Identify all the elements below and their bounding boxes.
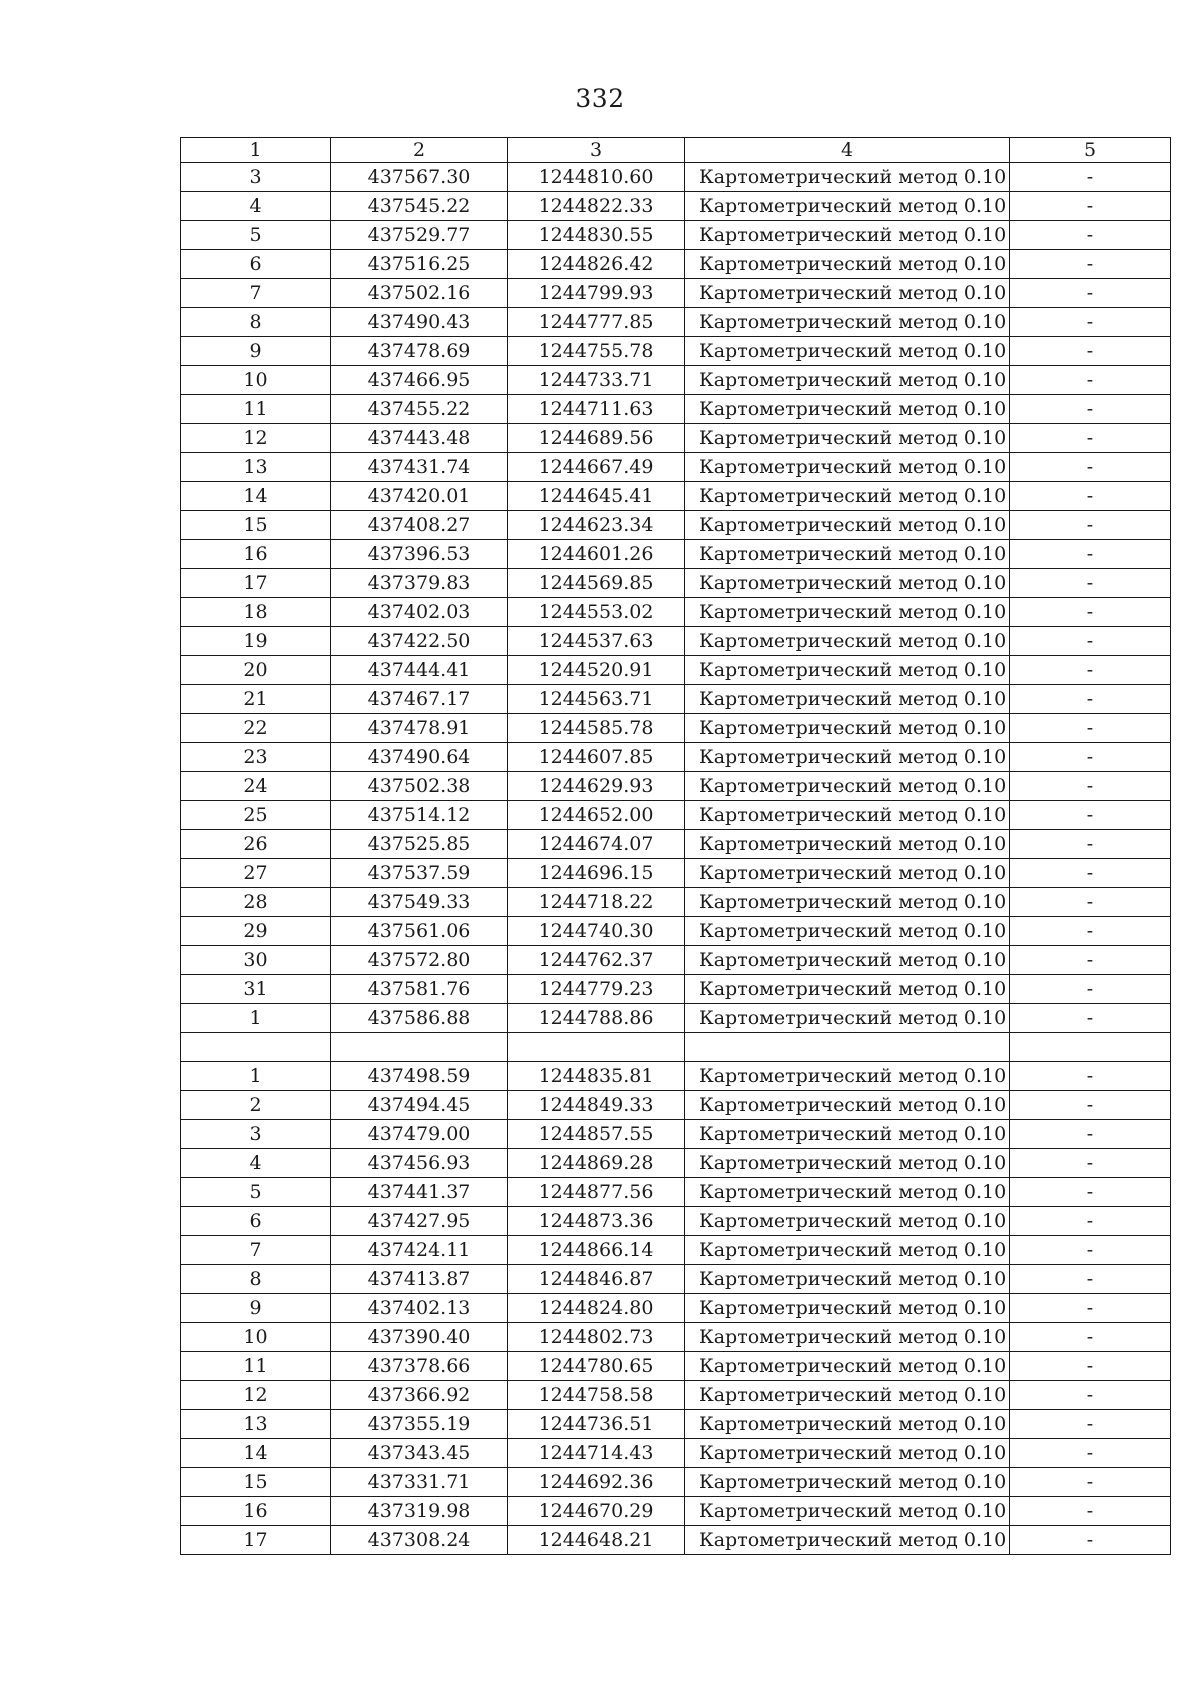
method-accuracy-cell: Картометрический метод 0.10 <box>685 569 1010 598</box>
x-coordinate-cell: 437529.77 <box>331 221 508 250</box>
method-accuracy-cell <box>685 1033 1010 1062</box>
y-coordinate-cell: 1244689.56 <box>508 424 685 453</box>
note-cell: - <box>1010 511 1171 540</box>
point-number-cell: 12 <box>181 1381 331 1410</box>
y-coordinate-cell: 1244601.26 <box>508 540 685 569</box>
note-cell: - <box>1010 830 1171 859</box>
x-coordinate-cell: 437413.87 <box>331 1265 508 1294</box>
method-accuracy-cell: Картометрический метод 0.10 <box>685 511 1010 540</box>
x-coordinate-cell: 437441.37 <box>331 1178 508 1207</box>
note-cell: - <box>1010 772 1171 801</box>
y-coordinate-cell: 1244553.02 <box>508 598 685 627</box>
header-col-2: 2 <box>331 138 508 163</box>
table-row <box>181 1004 1171 1033</box>
point-number-cell: 19 <box>181 627 331 656</box>
note-cell: - <box>1010 540 1171 569</box>
y-coordinate-cell: 1244692.36 <box>508 1468 685 1497</box>
note-cell: - <box>1010 569 1171 598</box>
table-row <box>181 975 1171 1004</box>
table-row <box>181 1236 1171 1265</box>
note-cell: - <box>1010 801 1171 830</box>
table-row <box>181 308 1171 337</box>
note-cell: - <box>1010 1410 1171 1439</box>
y-coordinate-cell: 1244607.85 <box>508 743 685 772</box>
method-accuracy-cell: Картометрический метод 0.10 <box>685 1497 1010 1526</box>
x-coordinate-cell: 437586.88 <box>331 1004 508 1033</box>
y-coordinate-cell: 1244830.55 <box>508 221 685 250</box>
y-coordinate-cell: 1244740.30 <box>508 917 685 946</box>
point-number-cell: 26 <box>181 830 331 859</box>
point-number-cell: 25 <box>181 801 331 830</box>
method-accuracy-cell: Картометрический метод 0.10 <box>685 395 1010 424</box>
y-coordinate-cell: 1244849.33 <box>508 1091 685 1120</box>
point-number-cell: 4 <box>181 192 331 221</box>
point-number-cell: 15 <box>181 1468 331 1497</box>
table-row <box>181 1468 1171 1497</box>
x-coordinate-cell: 437490.43 <box>331 308 508 337</box>
table-row <box>181 1207 1171 1236</box>
note-cell: - <box>1010 714 1171 743</box>
point-number-cell: 6 <box>181 250 331 279</box>
table-row <box>181 743 1171 772</box>
table-row <box>181 1497 1171 1526</box>
note-cell: - <box>1010 337 1171 366</box>
table-row <box>181 917 1171 946</box>
note-cell: - <box>1010 192 1171 221</box>
point-number-cell: 4 <box>181 1149 331 1178</box>
x-coordinate-cell: 437427.95 <box>331 1207 508 1236</box>
point-number-cell: 14 <box>181 482 331 511</box>
method-accuracy-cell: Картометрический метод 0.10 <box>685 656 1010 685</box>
x-coordinate-cell: 437478.69 <box>331 337 508 366</box>
note-cell: - <box>1010 250 1171 279</box>
method-accuracy-cell: Картометрический метод 0.10 <box>685 1149 1010 1178</box>
method-accuracy-cell: Картометрический метод 0.10 <box>685 1410 1010 1439</box>
x-coordinate-cell: 437456.93 <box>331 1149 508 1178</box>
y-coordinate-cell: 1244563.71 <box>508 685 685 714</box>
point-number-cell: 30 <box>181 946 331 975</box>
table-row <box>181 627 1171 656</box>
note-cell: - <box>1010 1439 1171 1468</box>
y-coordinate-cell: 1244873.36 <box>508 1207 685 1236</box>
note-cell: - <box>1010 1352 1171 1381</box>
note-cell: - <box>1010 395 1171 424</box>
method-accuracy-cell: Картометрический метод 0.10 <box>685 888 1010 917</box>
note-cell: - <box>1010 598 1171 627</box>
point-number-cell: 16 <box>181 540 331 569</box>
method-accuracy-cell: Картометрический метод 0.10 <box>685 627 1010 656</box>
table-row <box>181 946 1171 975</box>
method-accuracy-cell: Картометрический метод 0.10 <box>685 1004 1010 1033</box>
method-accuracy-cell: Картометрический метод 0.10 <box>685 598 1010 627</box>
table-row <box>181 1149 1171 1178</box>
table-row <box>181 453 1171 482</box>
note-cell: - <box>1010 656 1171 685</box>
y-coordinate-cell: 1244802.73 <box>508 1323 685 1352</box>
method-accuracy-cell: Картометрический метод 0.10 <box>685 1468 1010 1497</box>
coordinates-table <box>180 137 1171 1555</box>
y-coordinate-cell: 1244869.28 <box>508 1149 685 1178</box>
note-cell: - <box>1010 1120 1171 1149</box>
note-cell: - <box>1010 627 1171 656</box>
x-coordinate-cell: 437467.17 <box>331 685 508 714</box>
table-row <box>181 1062 1171 1091</box>
note-cell: - <box>1010 163 1171 192</box>
table-row <box>181 279 1171 308</box>
x-coordinate-cell: 437455.22 <box>331 395 508 424</box>
x-coordinate-cell: 437390.40 <box>331 1323 508 1352</box>
table-row <box>181 192 1171 221</box>
x-coordinate-cell: 437545.22 <box>331 192 508 221</box>
point-number-cell: 27 <box>181 859 331 888</box>
table-row <box>181 598 1171 627</box>
x-coordinate-cell: 437502.16 <box>331 279 508 308</box>
note-cell: - <box>1010 1004 1171 1033</box>
table-row <box>181 772 1171 801</box>
y-coordinate-cell: 1244755.78 <box>508 337 685 366</box>
point-number-cell: 10 <box>181 366 331 395</box>
table-row <box>181 424 1171 453</box>
method-accuracy-cell: Картометрический метод 0.10 <box>685 308 1010 337</box>
y-coordinate-cell: 1244762.37 <box>508 946 685 975</box>
header-row <box>181 138 1171 163</box>
x-coordinate-cell: 437516.25 <box>331 250 508 279</box>
y-coordinate-cell: 1244758.58 <box>508 1381 685 1410</box>
point-number-cell: 21 <box>181 685 331 714</box>
y-coordinate-cell: 1244788.86 <box>508 1004 685 1033</box>
x-coordinate-cell: 437422.50 <box>331 627 508 656</box>
y-coordinate-cell: 1244846.87 <box>508 1265 685 1294</box>
point-number-cell: 12 <box>181 424 331 453</box>
table-row <box>181 685 1171 714</box>
point-number-cell: 1 <box>181 1062 331 1091</box>
x-coordinate-cell: 437567.30 <box>331 163 508 192</box>
point-number-cell: 13 <box>181 1410 331 1439</box>
note-cell: - <box>1010 946 1171 975</box>
table-row <box>181 1265 1171 1294</box>
table-row <box>181 859 1171 888</box>
table-row <box>181 482 1171 511</box>
point-number-cell: 2 <box>181 1091 331 1120</box>
x-coordinate-cell: 437402.03 <box>331 598 508 627</box>
y-coordinate-cell: 1244711.63 <box>508 395 685 424</box>
y-coordinate-cell: 1244520.91 <box>508 656 685 685</box>
note-cell: - <box>1010 975 1171 1004</box>
y-coordinate-cell: 1244652.00 <box>508 801 685 830</box>
method-accuracy-cell: Картометрический метод 0.10 <box>685 975 1010 1004</box>
point-number-cell: 7 <box>181 1236 331 1265</box>
note-cell: - <box>1010 453 1171 482</box>
y-coordinate-cell: 1244780.65 <box>508 1352 685 1381</box>
point-number-cell: 5 <box>181 221 331 250</box>
note-cell: - <box>1010 1091 1171 1120</box>
x-coordinate-cell: 437420.01 <box>331 482 508 511</box>
table-row <box>181 1033 1171 1062</box>
x-coordinate-cell: 437479.00 <box>331 1120 508 1149</box>
x-coordinate-cell: 437494.45 <box>331 1091 508 1120</box>
y-coordinate-cell: 1244696.15 <box>508 859 685 888</box>
x-coordinate-cell: 437396.53 <box>331 540 508 569</box>
table-row <box>181 1439 1171 1468</box>
header-col-3: 3 <box>508 138 685 163</box>
method-accuracy-cell: Картометрический метод 0.10 <box>685 772 1010 801</box>
method-accuracy-cell: Картометрический метод 0.10 <box>685 1526 1010 1555</box>
table-row <box>181 1294 1171 1323</box>
method-accuracy-cell: Картометрический метод 0.10 <box>685 1236 1010 1265</box>
x-coordinate-cell: 437402.13 <box>331 1294 508 1323</box>
y-coordinate-cell: 1244835.81 <box>508 1062 685 1091</box>
y-coordinate-cell: 1244648.21 <box>508 1526 685 1555</box>
y-coordinate-cell: 1244623.34 <box>508 511 685 540</box>
method-accuracy-cell: Картометрический метод 0.10 <box>685 859 1010 888</box>
note-cell: - <box>1010 1497 1171 1526</box>
method-accuracy-cell: Картометрический метод 0.10 <box>685 250 1010 279</box>
method-accuracy-cell: Картометрический метод 0.10 <box>685 1091 1010 1120</box>
table-row <box>181 801 1171 830</box>
method-accuracy-cell: Картометрический метод 0.10 <box>685 1352 1010 1381</box>
y-coordinate-cell: 1244824.80 <box>508 1294 685 1323</box>
y-coordinate-cell: 1244826.42 <box>508 250 685 279</box>
note-cell: - <box>1010 743 1171 772</box>
note-cell: - <box>1010 1468 1171 1497</box>
y-coordinate-cell: 1244733.71 <box>508 366 685 395</box>
note-cell: - <box>1010 366 1171 395</box>
x-coordinate-cell: 437572.80 <box>331 946 508 975</box>
method-accuracy-cell: Картометрический метод 0.10 <box>685 366 1010 395</box>
note-cell: - <box>1010 482 1171 511</box>
y-coordinate-cell: 1244877.56 <box>508 1178 685 1207</box>
table-row <box>181 1352 1171 1381</box>
method-accuracy-cell: Картометрический метод 0.10 <box>685 221 1010 250</box>
y-coordinate-cell: 1244822.33 <box>508 192 685 221</box>
table-row <box>181 221 1171 250</box>
point-number-cell: 9 <box>181 1294 331 1323</box>
method-accuracy-cell: Картометрический метод 0.10 <box>685 946 1010 975</box>
x-coordinate-cell: 437581.76 <box>331 975 508 1004</box>
table-row <box>181 1120 1171 1149</box>
method-accuracy-cell: Картометрический метод 0.10 <box>685 540 1010 569</box>
method-accuracy-cell: Картометрический метод 0.10 <box>685 801 1010 830</box>
y-coordinate-cell: 1244667.49 <box>508 453 685 482</box>
table-header <box>181 138 1171 163</box>
x-coordinate-cell: 437498.59 <box>331 1062 508 1091</box>
x-coordinate-cell: 437431.74 <box>331 453 508 482</box>
point-number-cell: 24 <box>181 772 331 801</box>
y-coordinate-cell: 1244645.41 <box>508 482 685 511</box>
point-number-cell: 11 <box>181 1352 331 1381</box>
y-coordinate-cell: 1244799.93 <box>508 279 685 308</box>
table-body <box>181 163 1171 1555</box>
point-number-cell <box>181 1033 331 1062</box>
note-cell: - <box>1010 1207 1171 1236</box>
point-number-cell: 6 <box>181 1207 331 1236</box>
y-coordinate-cell: 1244537.63 <box>508 627 685 656</box>
y-coordinate-cell: 1244866.14 <box>508 1236 685 1265</box>
note-cell: - <box>1010 221 1171 250</box>
point-number-cell: 31 <box>181 975 331 1004</box>
y-coordinate-cell: 1244674.07 <box>508 830 685 859</box>
method-accuracy-cell: Картометрический метод 0.10 <box>685 1207 1010 1236</box>
note-cell: - <box>1010 1149 1171 1178</box>
note-cell: - <box>1010 1062 1171 1091</box>
note-cell: - <box>1010 917 1171 946</box>
note-cell: - <box>1010 308 1171 337</box>
y-coordinate-cell: 1244777.85 <box>508 308 685 337</box>
x-coordinate-cell: 437308.24 <box>331 1526 508 1555</box>
point-number-cell: 8 <box>181 1265 331 1294</box>
table-row <box>181 511 1171 540</box>
method-accuracy-cell: Картометрический метод 0.10 <box>685 1120 1010 1149</box>
table-row <box>181 1091 1171 1120</box>
x-coordinate-cell: 437379.83 <box>331 569 508 598</box>
y-coordinate-cell: 1244585.78 <box>508 714 685 743</box>
table-row <box>181 1381 1171 1410</box>
method-accuracy-cell: Картометрический метод 0.10 <box>685 424 1010 453</box>
table-row <box>181 540 1171 569</box>
table-row <box>181 569 1171 598</box>
point-number-cell: 23 <box>181 743 331 772</box>
x-coordinate-cell: 437378.66 <box>331 1352 508 1381</box>
table-row <box>181 1410 1171 1439</box>
x-coordinate-cell: 437478.91 <box>331 714 508 743</box>
x-coordinate-cell: 437408.27 <box>331 511 508 540</box>
page-number: 332 <box>575 84 625 113</box>
y-coordinate-cell: 1244670.29 <box>508 1497 685 1526</box>
x-coordinate-cell: 437331.71 <box>331 1468 508 1497</box>
note-cell: - <box>1010 1236 1171 1265</box>
method-accuracy-cell: Картометрический метод 0.10 <box>685 279 1010 308</box>
note-cell: - <box>1010 1265 1171 1294</box>
x-coordinate-cell: 437319.98 <box>331 1497 508 1526</box>
table-row <box>181 656 1171 685</box>
method-accuracy-cell: Картометрический метод 0.10 <box>685 1323 1010 1352</box>
point-number-cell: 15 <box>181 511 331 540</box>
point-number-cell: 3 <box>181 1120 331 1149</box>
note-cell: - <box>1010 424 1171 453</box>
method-accuracy-cell: Картометрический метод 0.10 <box>685 1381 1010 1410</box>
method-accuracy-cell: Картометрический метод 0.10 <box>685 1178 1010 1207</box>
point-number-cell: 3 <box>181 163 331 192</box>
table-row <box>181 337 1171 366</box>
method-accuracy-cell: Картометрический метод 0.10 <box>685 337 1010 366</box>
method-accuracy-cell: Картометрический метод 0.10 <box>685 743 1010 772</box>
point-number-cell: 14 <box>181 1439 331 1468</box>
table-row <box>181 1178 1171 1207</box>
method-accuracy-cell: Картометрический метод 0.10 <box>685 1265 1010 1294</box>
method-accuracy-cell: Картометрический метод 0.10 <box>685 1439 1010 1468</box>
x-coordinate-cell: 437525.85 <box>331 830 508 859</box>
y-coordinate-cell: 1244569.85 <box>508 569 685 598</box>
table-row <box>181 714 1171 743</box>
table-row <box>181 1323 1171 1352</box>
note-cell <box>1010 1033 1171 1062</box>
note-cell: - <box>1010 1526 1171 1555</box>
note-cell: - <box>1010 1178 1171 1207</box>
y-coordinate-cell: 1244736.51 <box>508 1410 685 1439</box>
point-number-cell: 9 <box>181 337 331 366</box>
x-coordinate-cell: 437502.38 <box>331 772 508 801</box>
y-coordinate-cell: 1244779.23 <box>508 975 685 1004</box>
table-row <box>181 888 1171 917</box>
method-accuracy-cell: Картометрический метод 0.10 <box>685 163 1010 192</box>
point-number-cell: 17 <box>181 1526 331 1555</box>
x-coordinate-cell: 437355.19 <box>331 1410 508 1439</box>
table-row <box>181 366 1171 395</box>
method-accuracy-cell: Картометрический метод 0.10 <box>685 453 1010 482</box>
method-accuracy-cell: Картометрический метод 0.10 <box>685 714 1010 743</box>
point-number-cell: 8 <box>181 308 331 337</box>
table-row <box>181 830 1171 859</box>
method-accuracy-cell: Картометрический метод 0.10 <box>685 685 1010 714</box>
x-coordinate-cell: 437514.12 <box>331 801 508 830</box>
table-row <box>181 163 1171 192</box>
point-number-cell: 20 <box>181 656 331 685</box>
note-cell: - <box>1010 279 1171 308</box>
method-accuracy-cell: Картометрический метод 0.10 <box>685 1062 1010 1091</box>
note-cell: - <box>1010 859 1171 888</box>
point-number-cell: 17 <box>181 569 331 598</box>
method-accuracy-cell: Картометрический метод 0.10 <box>685 830 1010 859</box>
header-col-4: 4 <box>685 138 1010 163</box>
table-row <box>181 250 1171 279</box>
point-number-cell: 5 <box>181 1178 331 1207</box>
y-coordinate-cell: 1244718.22 <box>508 888 685 917</box>
note-cell: - <box>1010 685 1171 714</box>
note-cell: - <box>1010 1381 1171 1410</box>
y-coordinate-cell: 1244810.60 <box>508 163 685 192</box>
point-number-cell: 1 <box>181 1004 331 1033</box>
x-coordinate-cell: 437444.41 <box>331 656 508 685</box>
point-number-cell: 11 <box>181 395 331 424</box>
method-accuracy-cell: Картометрический метод 0.10 <box>685 482 1010 511</box>
y-coordinate-cell: 1244714.43 <box>508 1439 685 1468</box>
method-accuracy-cell: Картометрический метод 0.10 <box>685 1294 1010 1323</box>
note-cell: - <box>1010 1294 1171 1323</box>
table-row <box>181 395 1171 424</box>
x-coordinate-cell: 437366.92 <box>331 1381 508 1410</box>
x-coordinate-cell: 437424.11 <box>331 1236 508 1265</box>
point-number-cell: 29 <box>181 917 331 946</box>
x-coordinate-cell: 437549.33 <box>331 888 508 917</box>
table-row <box>181 1526 1171 1555</box>
x-coordinate-cell: 437490.64 <box>331 743 508 772</box>
point-number-cell: 22 <box>181 714 331 743</box>
point-number-cell: 10 <box>181 1323 331 1352</box>
point-number-cell: 28 <box>181 888 331 917</box>
y-coordinate-cell <box>508 1033 685 1062</box>
x-coordinate-cell: 437343.45 <box>331 1439 508 1468</box>
header-col-5: 5 <box>1010 138 1171 163</box>
method-accuracy-cell: Картометрический метод 0.10 <box>685 192 1010 221</box>
note-cell: - <box>1010 1323 1171 1352</box>
y-coordinate-cell: 1244857.55 <box>508 1120 685 1149</box>
x-coordinate-cell <box>331 1033 508 1062</box>
point-number-cell: 18 <box>181 598 331 627</box>
x-coordinate-cell: 437561.06 <box>331 917 508 946</box>
point-number-cell: 16 <box>181 1497 331 1526</box>
y-coordinate-cell: 1244629.93 <box>508 772 685 801</box>
note-cell: - <box>1010 888 1171 917</box>
point-number-cell: 13 <box>181 453 331 482</box>
x-coordinate-cell: 437537.59 <box>331 859 508 888</box>
x-coordinate-cell: 437466.95 <box>331 366 508 395</box>
header-col-1: 1 <box>181 138 331 163</box>
x-coordinate-cell: 437443.48 <box>331 424 508 453</box>
point-number-cell: 7 <box>181 279 331 308</box>
method-accuracy-cell: Картометрический метод 0.10 <box>685 917 1010 946</box>
